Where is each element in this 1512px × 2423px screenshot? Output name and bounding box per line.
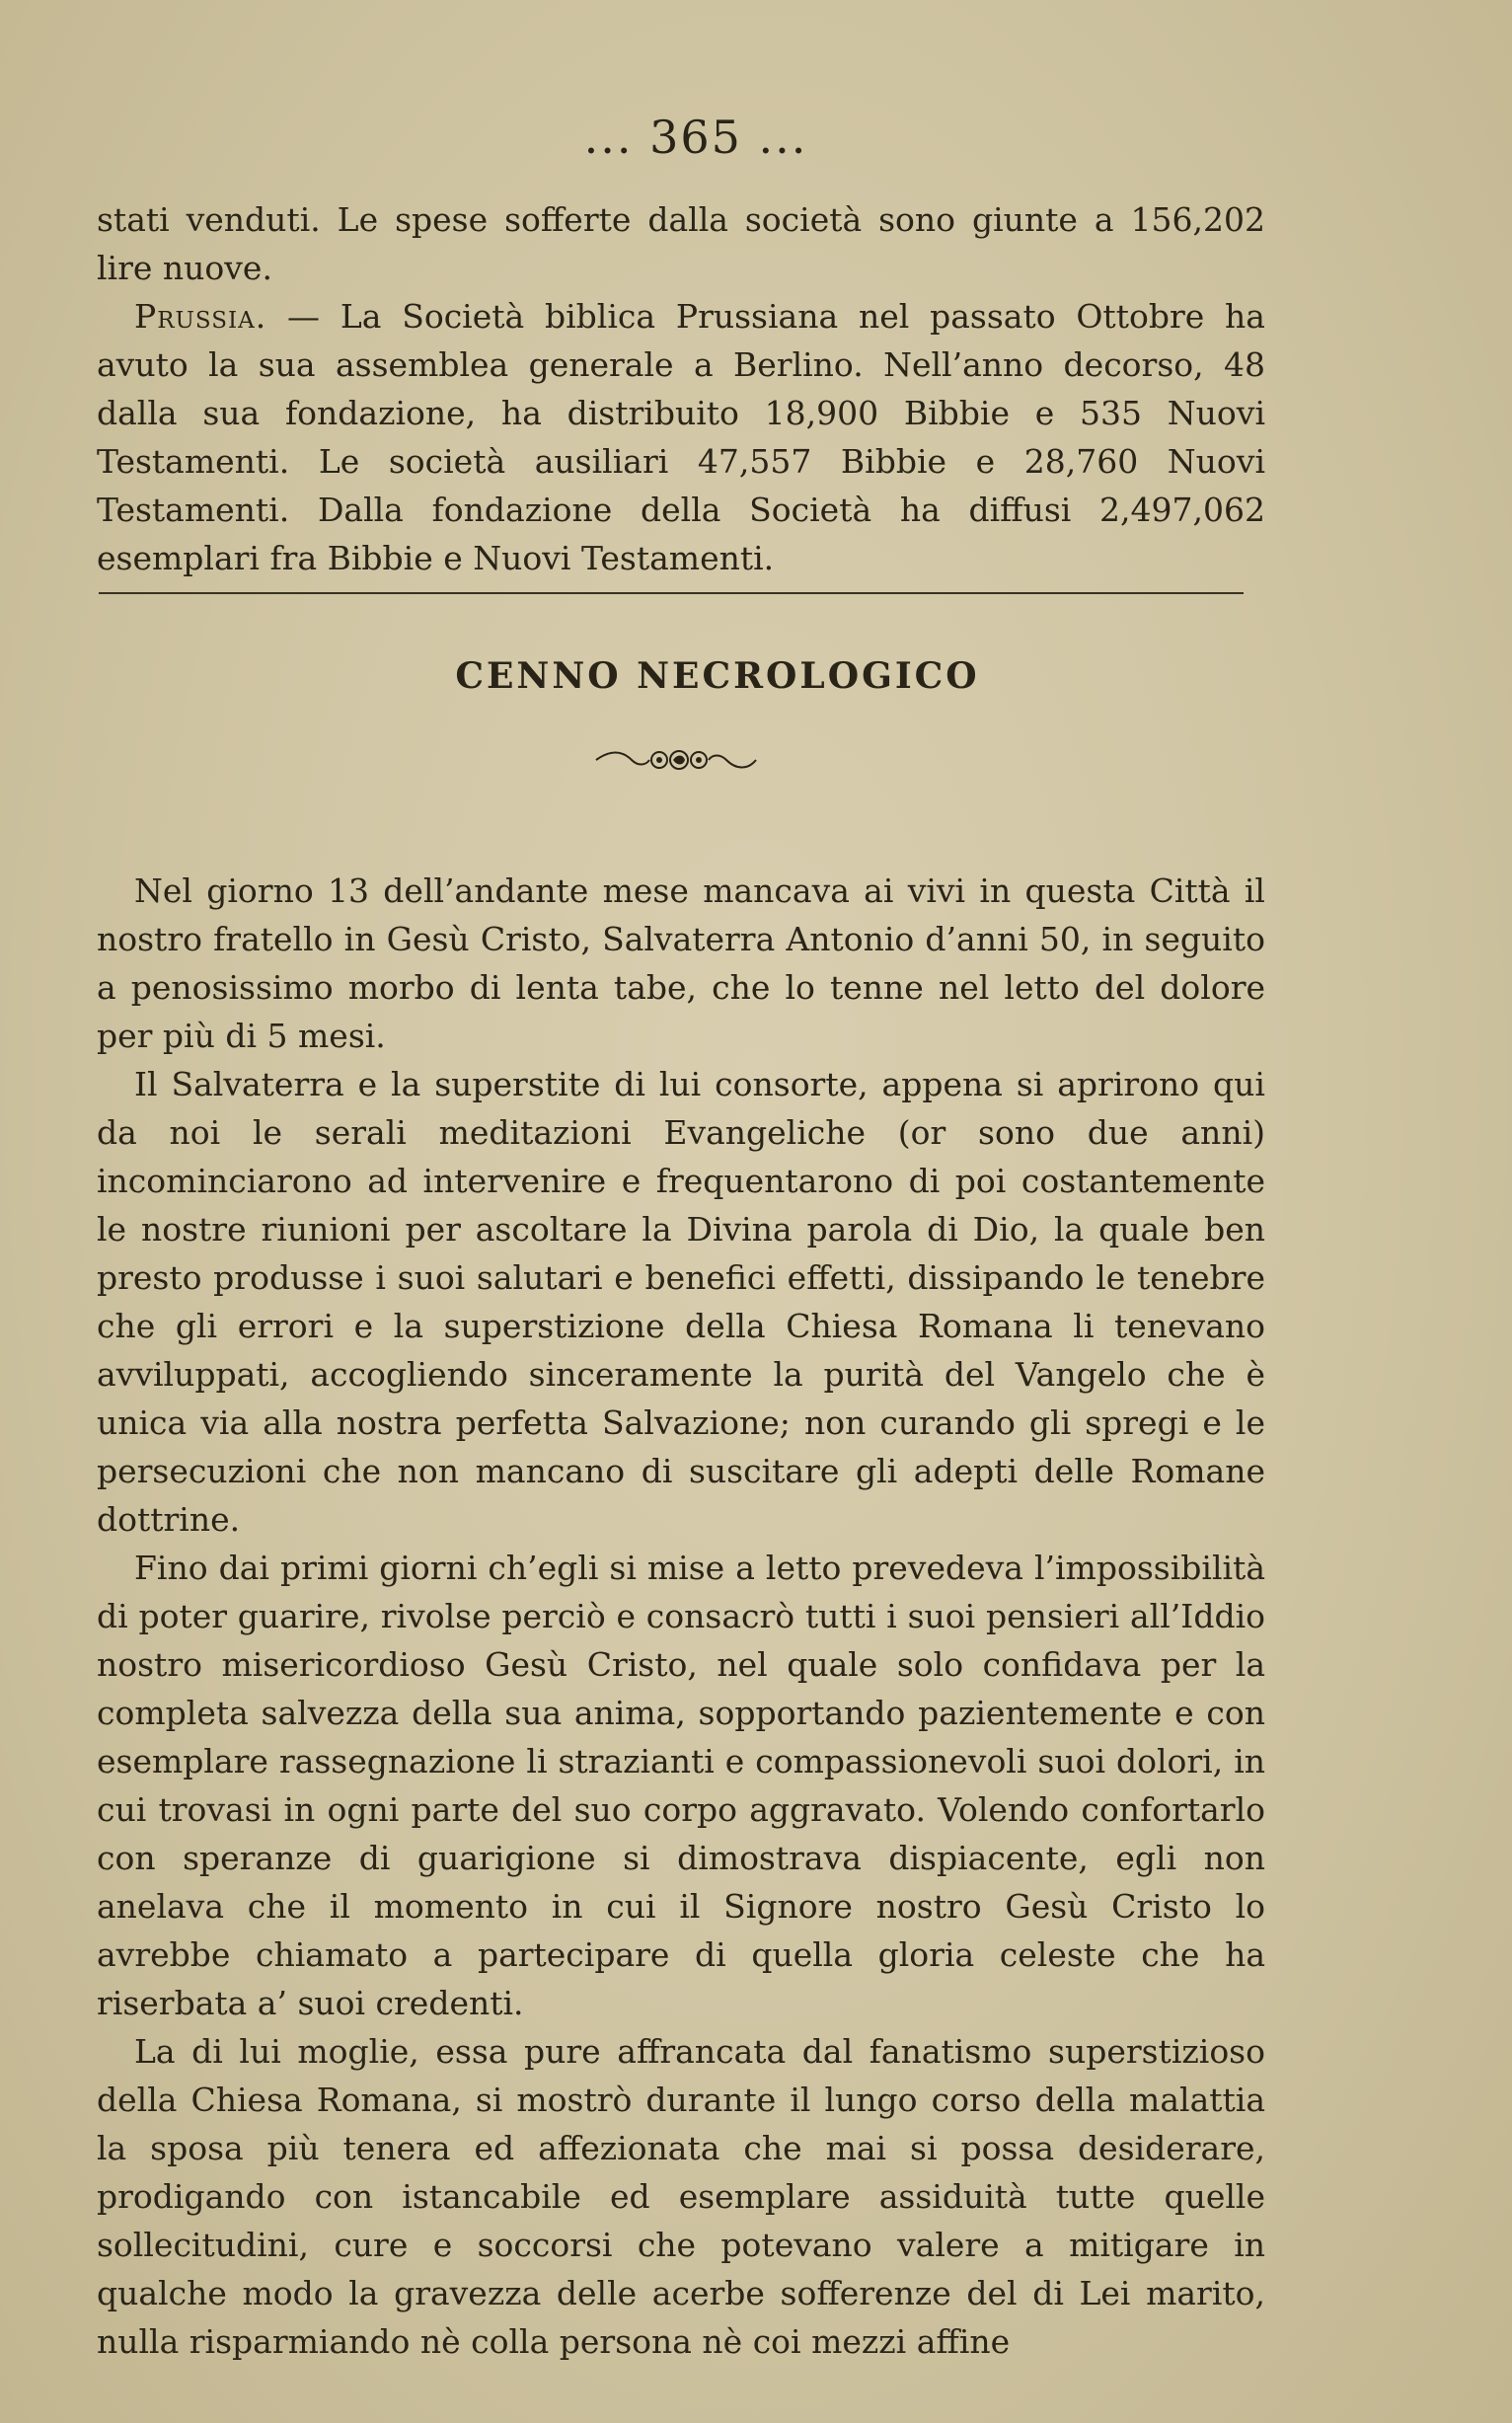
page-number: ... 365 ... bbox=[583, 111, 808, 164]
section-divider-rule bbox=[99, 592, 1244, 594]
prussia-label: Prussia. bbox=[134, 297, 267, 336]
obituary-body bbox=[97, 867, 1265, 2366]
obituary-paragraph: Nel giorno 13 dell’andante mese mancava ai vivi in questa Città il nostro fratello in Gesù Cristo, Salvaterra Antonio d’anni 50, in seguito a penosissimo morbo di lenta tabe, che lo tenne nel letto del dolore per più di 5 mesi. bbox=[97, 871, 1265, 1055]
prussia-text: — La Società biblica Prussiana nel passato Ottobre ha avuto la sua assemblea generale a Berlino. Nell’anno decorso, 48 dalla sua fondazione, ha distribuito 18,900 Bibbie e 535 Nuovi Testamenti. Le società ausiliari 47,557 Bibbie e 28,760 Nuovi Testamenti. Dalla fondazione della Società ha diffusi 2,497,062 esemplari fra Bibbie e Nuovi Testamenti. bbox=[97, 297, 1265, 577]
top-text-block bbox=[97, 195, 1265, 582]
section-title: CENNO NECROLOGICO bbox=[455, 655, 980, 697]
obituary-paragraph: La di lui moglie, essa pure affrancata dal fanatismo superstizioso della Chiesa Romana, si mostrò durante il lungo corso della malattia la sposa più tenera ed affezionata che mai si possa desiderare, prodigando con istancabile ed esemplare assiduità tutte quelle sollecitudini, cure e soccorsi che potevano valere a mitigare in qualche modo la gravezza delle acerbe sofferenze del di Lei marito, nulla risparmiando nè colla persona nè coi mezzi affine bbox=[97, 2032, 1265, 2361]
obituary-paragraph: Il Salvaterra e la superstite di lui consorte, appena si aprirono qui da noi le serali meditazioni Evangeliche (or sono due anni) incominciarono ad intervenire e frequentarono di poi costantemente le nostre riunioni per ascoltare la Divina parola di Dio, la quale ben presto produsse i suoi salutari e benefici effetti, dissipando le tenebre che gli errori e la superstizione della Chiesa Romana li tenevano avviluppati, accogliendo sinceramente la purità del Vangelo che è unica via alla nostra perfetta Salvazione; non curando gli spregi e le persecuzioni che non mancano di suscitare gli adepti delle Romane dottrine. bbox=[97, 1065, 1265, 1539]
obituary-paragraph: Fino dai primi giorni ch’egli si mise a letto prevedeva l’impossibilità di poter guarire, rivolse perciò e consacrò tutti i suoi pensieri all’Iddio nostro misericordioso Gesù Cristo, nel quale solo confidava per la completa salvezza della sua anima, sopportando pazientemente e con esemplare rassegnazione li strazianti e compassionevoli suoi dolori, in cui trovasi in ogni parte del suo corpo aggravato. Volendo confortarlo con speranze di guarigione si dimostrava dispiacente, egli non anelava che il momento in cui il Signore nostro Gesù Cristo lo avrebbe chiamato a partecipare di quella gloria celeste che ha riserbata a’ suoi credenti. bbox=[97, 1549, 1265, 2022]
prussia-paragraph bbox=[97, 292, 1265, 582]
flourish-ornament-icon bbox=[592, 742, 760, 778]
continuation-paragraph: stati venduti. Le spese sofferte dalla società sono giunte a 156,202 lire nuove. bbox=[97, 200, 1265, 287]
